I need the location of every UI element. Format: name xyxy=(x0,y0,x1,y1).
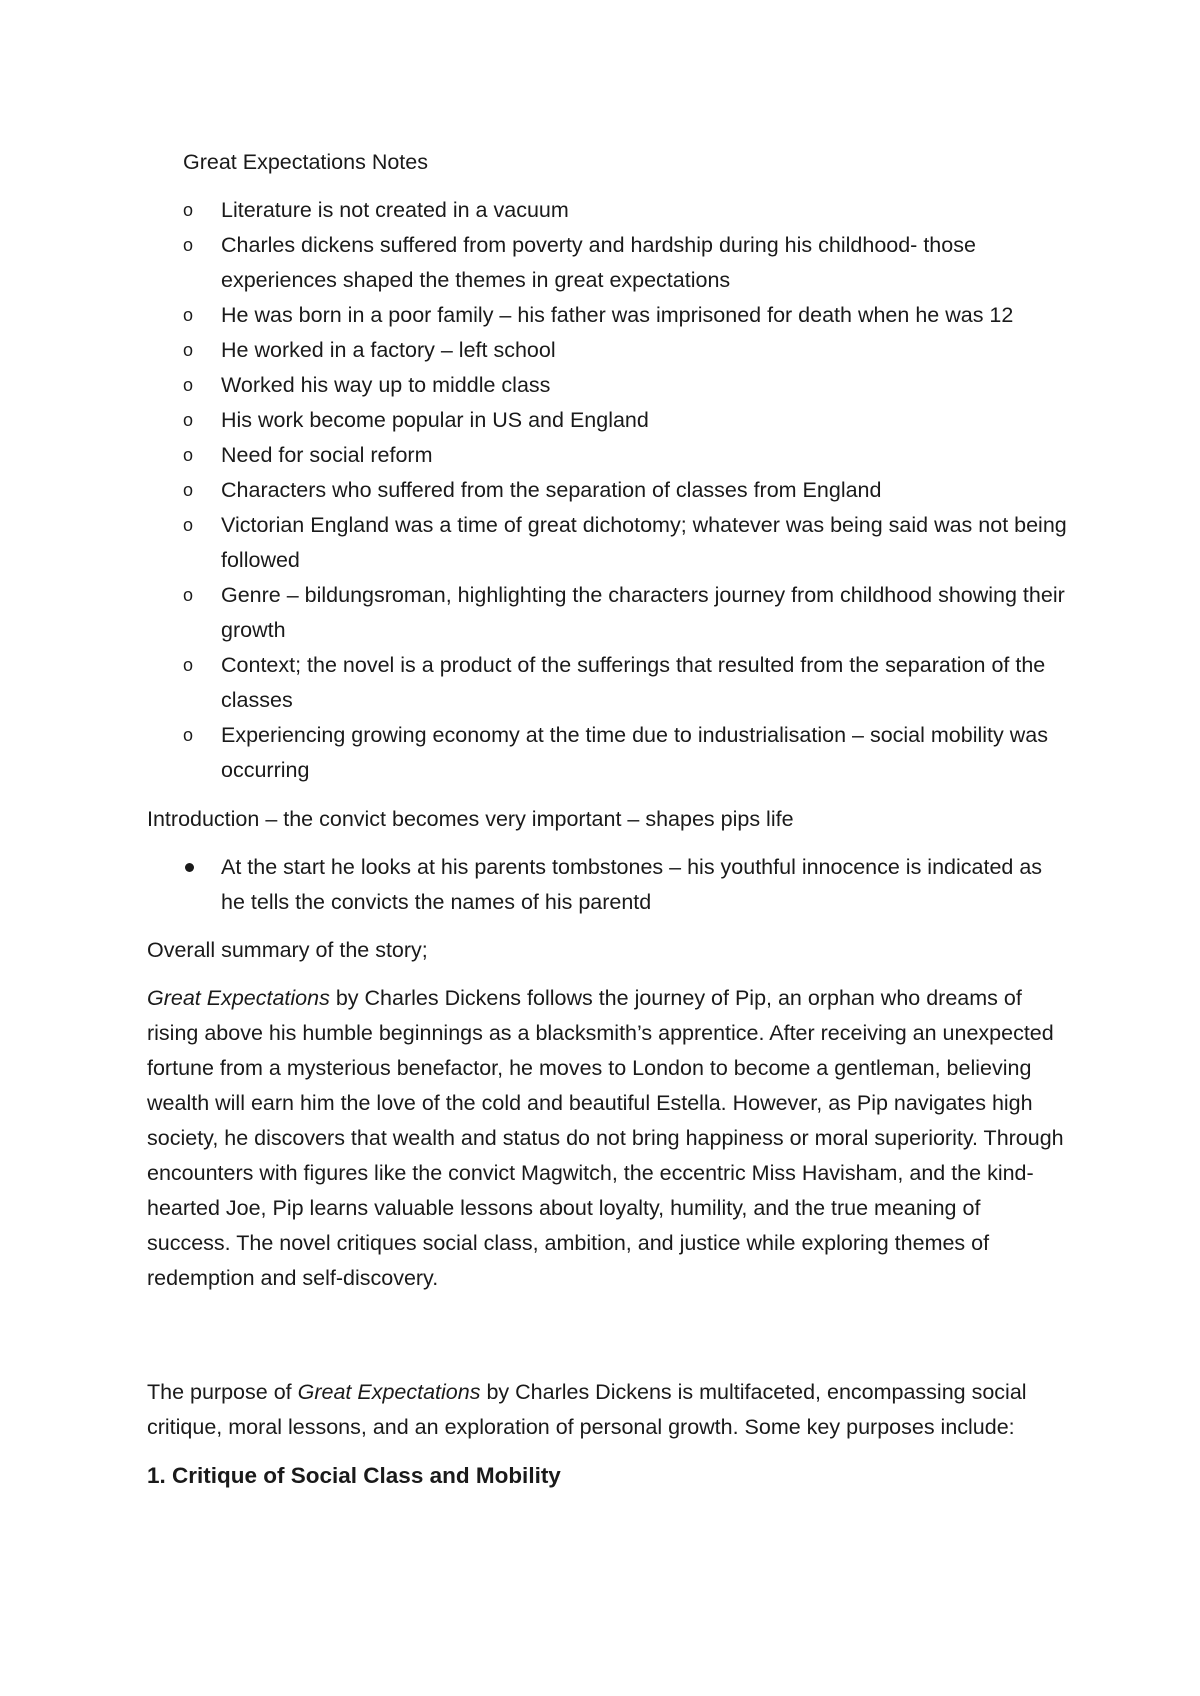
circle-bullet-icon: o xyxy=(183,725,194,745)
book-title-italic: Great Expectations xyxy=(297,1380,481,1404)
list-item: o Worked his way up to middle class xyxy=(147,368,1067,403)
introduction-line: Introduction – the convict becomes very important – shapes pips life xyxy=(147,807,794,831)
circle-bullet-icon: o xyxy=(183,375,194,395)
list-item: o He worked in a factory – left school xyxy=(147,333,1067,368)
list-item: o His work become popular in US and England xyxy=(147,403,1067,438)
circle-bullet-icon: o xyxy=(183,585,194,605)
disc-bullet-icon xyxy=(185,863,194,872)
circle-bullet-icon: o xyxy=(183,515,194,535)
circle-bullet-icon: o xyxy=(183,235,194,255)
intro-bullet-list xyxy=(147,850,1067,920)
circle-bullet-icon: o xyxy=(183,445,194,465)
purpose-paragraph: The purpose of Great Expectations by Charles Dickens is multifaceted, encompassing social critique, moral lessons, and an exploration of personal growth. Some key purposes include: xyxy=(147,1380,1027,1439)
section-heading: 1. Critique of Social Class and Mobility xyxy=(147,1463,561,1488)
spacer xyxy=(147,1309,1067,1375)
list-item: o Literature is not created in a vacuum xyxy=(147,193,1067,228)
list-item: o Victorian England was a time of great dichotomy; whatever was being said was not being followed xyxy=(147,508,1067,578)
list-item: At the start he looks at his parents tombstones – his youthful innocence is indicated as he tells the convicts the names of his parentd xyxy=(147,850,1067,920)
document-body xyxy=(147,145,1067,1493)
circle-bullet-icon: o xyxy=(183,480,194,500)
circle-bullet-icon: o xyxy=(183,200,194,220)
list-item: o Genre – bildungsroman, highlighting the characters journey from childhood showing their growth xyxy=(147,578,1067,648)
book-title-italic: Great Expectations xyxy=(147,986,330,1010)
summary-heading: Overall summary of the story; xyxy=(147,938,428,962)
context-bullet-list xyxy=(147,193,1067,788)
summary-paragraph: Great Expectations by Charles Dickens follows the journey of Pip, an orphan who dreams of rising above his humble beginnings as a blacksmith’s apprentice. After receiving an unexpected fortune from a mysterious benefactor, he moves to London to become a gentleman, believing wealth will earn him the love of the cold and beautiful Estella. However, as Pip navigates high society, he discovers that wealth and status do not bring happiness or moral superiority. Through encounters with figures like the convict Magwitch, the eccentric Miss Havisham, and the kind-hearted Joe, Pip learns valuable lessons about loyalty, humility, and the true meaning of success. The novel critiques social class, ambition, and justice while exploring themes of redemption and self-discovery. xyxy=(147,986,1064,1290)
list-item: o Context; the novel is a product of the sufferings that resulted from the separation of the classes xyxy=(147,648,1067,718)
list-item: o Charles dickens suffered from poverty and hardship during his childhood- those experiences shaped the themes in great expectations xyxy=(147,228,1067,298)
circle-bullet-icon: o xyxy=(183,305,194,325)
list-item: o He was born in a poor family – his father was imprisoned for death when he was 12 xyxy=(147,298,1067,333)
list-item: o Need for social reform xyxy=(147,438,1067,473)
list-item: o Characters who suffered from the separation of classes from England xyxy=(147,473,1067,508)
list-item: o Experiencing growing economy at the time due to industrialisation – social mobility was occurring xyxy=(147,718,1067,788)
circle-bullet-icon: o xyxy=(183,410,194,430)
circle-bullet-icon: o xyxy=(183,340,194,360)
notes-title: Great Expectations Notes xyxy=(183,150,428,174)
circle-bullet-icon: o xyxy=(183,655,194,675)
